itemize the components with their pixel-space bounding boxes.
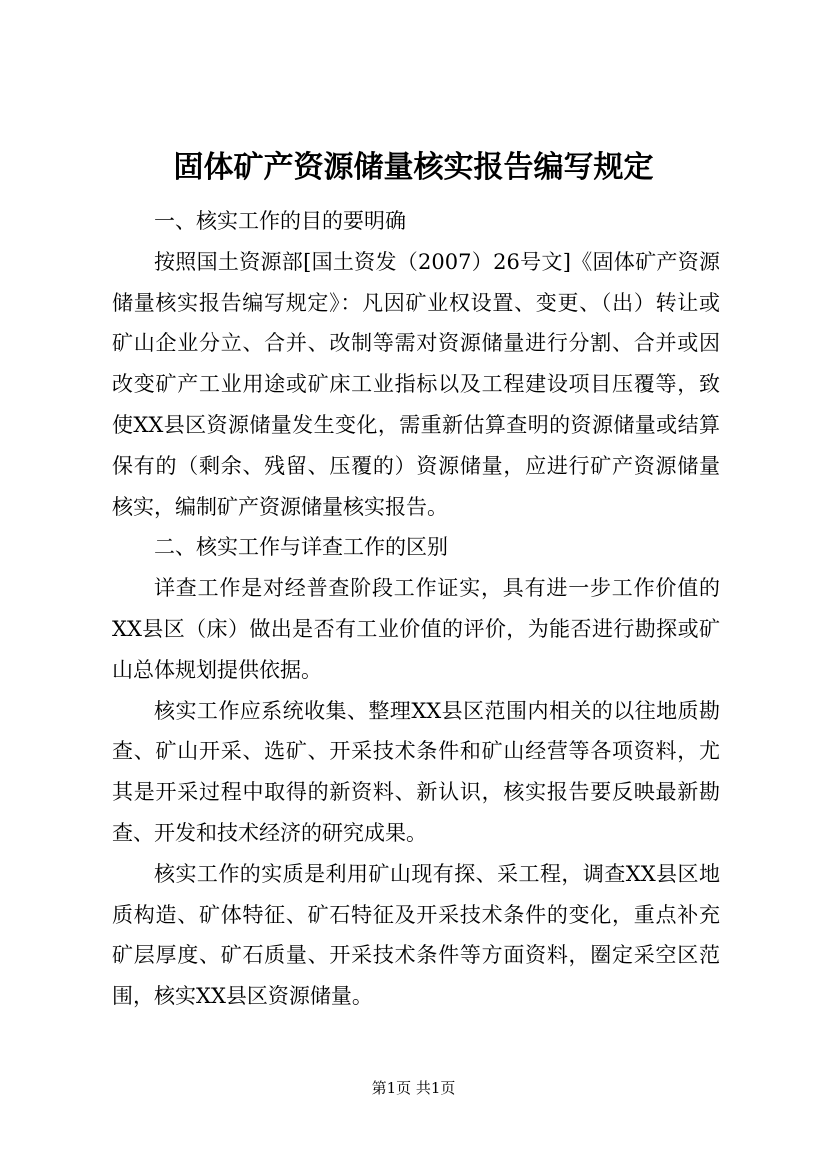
paragraph-detailed-survey: 详查工作是对经普查阶段工作证实，具有进一步工作价值的XX县区（床）做出是否有工业价值的评价，为能否进行勘探或矿山总体规划提供依据。 — [112, 576, 720, 682]
section-heading-1: 一、核实工作的目的要明确 — [154, 209, 406, 233]
document-title: 固体矿产资源储量核实报告编写规定 — [173, 150, 654, 185]
document-body — [112, 201, 720, 1017]
page-number: 第1页 共1页 — [371, 1079, 456, 1097]
section-heading-2: 二、核实工作与详查工作的区别 — [154, 535, 448, 560]
paragraph-verification-materials: 核实工作应系统收集、整理XX县区范围内相关的以往地质勘查、矿山开采、选矿、开采技术条件和矿山经营等各项资料，尤其是开采过程中取得的新资料、新认识，核实报告要反映最新勘查、开发和技术经济的研究成果。 — [112, 698, 720, 845]
paragraph-verification-essence: 核实工作的实质是利用矿山现有探、采工程，调查XX县区地质构造、矿体特征、矿石特征及开采技术条件的变化，重点补充矿层厚度、矿石质量、开采技术条件等方面资料，圈定采空区范围，核实XX县区资源储量。 — [112, 861, 720, 1009]
paragraph-regulation: 按照国土资源部[国土资发（2007）26号文]《固体矿产资源储量核实报告编写规定》：凡因矿业权设置、变更、（出）转让或矿山企业分立、合并、改制等需对资源储量进行分割、合并或因改变矿产工业用途或矿床工业指标以及工程建设项目压覆等，致使XX县区资源储量发生变化，需重新估算查明的资源储量或结算保有的（剩余、残留、压覆的）资源储量，应进行矿产资源储量核实，编制矿产资源储量核实报告。 — [112, 249, 720, 519]
